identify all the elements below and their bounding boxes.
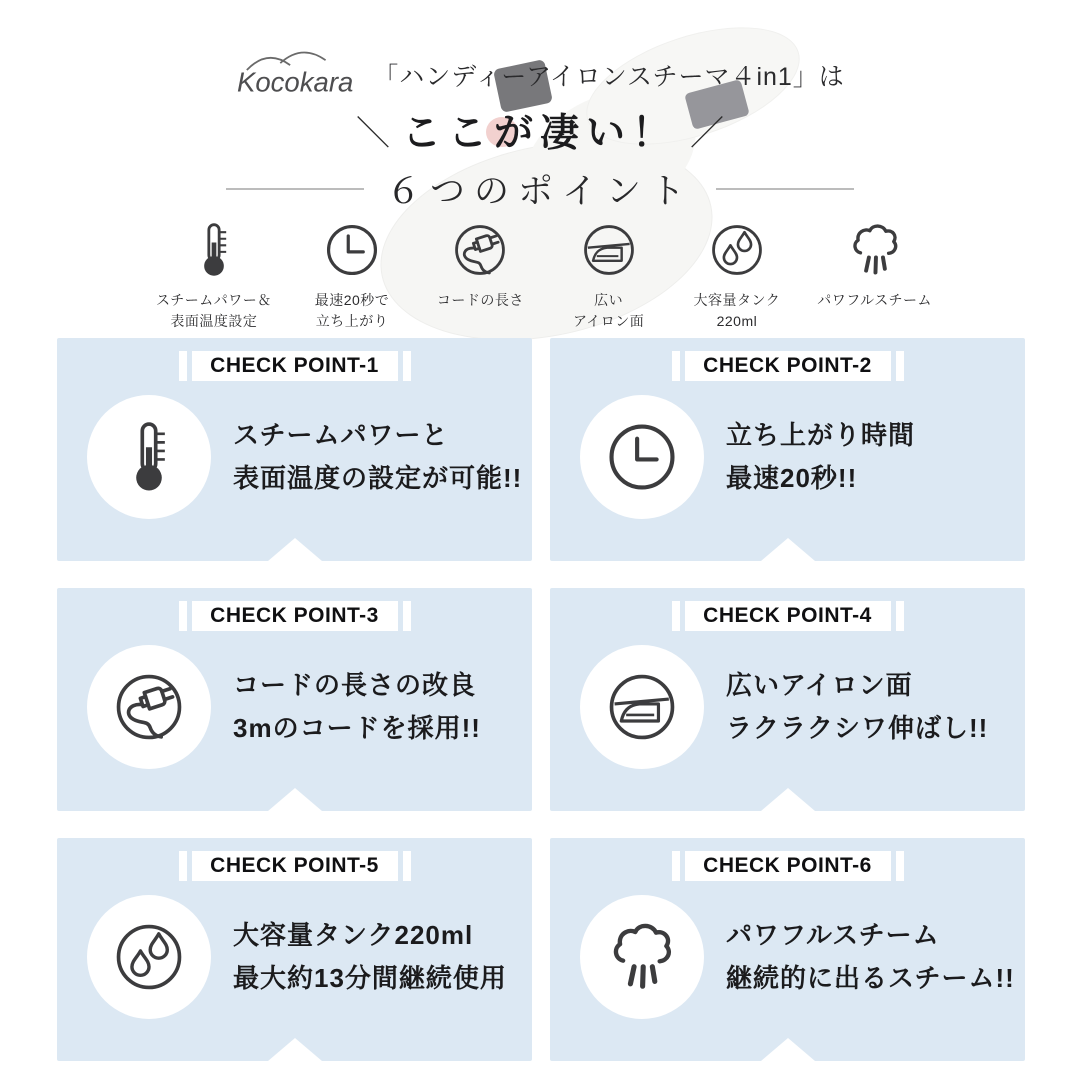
checkpoint-content (57, 395, 532, 519)
thermometer-icon (184, 218, 244, 282)
feature-powerful-steam (817, 218, 932, 332)
clock-icon (322, 218, 382, 282)
checkpoint-badge (57, 588, 532, 631)
power-plug-icon (450, 218, 510, 282)
checkpoint-text-line1: コードの長さの改良 (233, 670, 477, 701)
checkpoint-panel-3 (57, 588, 532, 811)
checkpoint-text-line2: 表面温度の設定が可能!! (233, 463, 523, 493)
feature-label-line2: 表面温度設定 (170, 313, 258, 329)
panel-notch (268, 538, 322, 561)
divider-line (226, 188, 364, 190)
kocokara-logo (235, 44, 363, 100)
feature-cord-length (432, 218, 528, 332)
feature-steam-power (156, 218, 272, 332)
panel-notch (268, 788, 322, 811)
feature-wide-plate (561, 218, 657, 332)
panel-notch (761, 788, 815, 811)
feature-startup (304, 218, 400, 332)
catch-copy (0, 104, 1080, 156)
feature-label-line1: 最速20秒で (314, 292, 390, 308)
panel-notch (761, 1038, 815, 1061)
thermometer-icon (87, 395, 211, 519)
feature-label (437, 290, 524, 311)
badge-side-bar (403, 601, 411, 631)
feature-label-line2: 立ち上がり (315, 313, 389, 329)
badge-label: CHECK POINT-4 (685, 601, 891, 631)
badge-label: CHECK POINT-5 (192, 851, 398, 881)
feature-label (315, 290, 390, 332)
water-drops-icon (707, 218, 767, 282)
checkpoint-text (726, 914, 1015, 1000)
badge-side-bar (672, 851, 680, 881)
right-slash-decoration: ／ (690, 114, 724, 153)
badge-label: CHECK POINT-6 (685, 851, 891, 881)
checkpoint-panel-2 (550, 338, 1025, 561)
badge-side-bar (179, 351, 187, 381)
feature-label-line2: アイロン面 (573, 313, 645, 329)
panel-notch (268, 1038, 322, 1061)
badge-side-bar (896, 601, 904, 631)
checkpoint-text-line2: 継続的に出るスチーム!! (726, 963, 1015, 993)
checkpoint-text-line1: 大容量タンク220ml (233, 920, 474, 951)
left-slash-decoration: ＼ (355, 114, 390, 153)
feature-label (694, 290, 781, 332)
iron-icon (579, 218, 639, 282)
logo-swoosh-icon (280, 52, 325, 63)
feature-label-line1: 広い (594, 292, 624, 308)
feature-label-line2: 220ml (716, 313, 758, 329)
checkpoint-text-line2: 3mのコードを採用!! (233, 713, 481, 743)
checkpoint-text-line2: ラクラクシワ伸ばし!! (726, 713, 989, 743)
features-row (156, 218, 932, 332)
badge-side-bar (403, 851, 411, 881)
feature-label (156, 290, 272, 332)
feature-tank (689, 218, 785, 332)
feature-label-line1: 大容量タンク (693, 292, 781, 308)
water-drops-icon (87, 895, 211, 1019)
checkpoint-text (233, 664, 481, 750)
feature-label (573, 290, 644, 332)
checkpoint-text-line1: パワフルスチーム (726, 920, 940, 951)
badge-side-bar (672, 601, 680, 631)
catch-text: ここが凄い！ (401, 112, 678, 155)
checkpoint-text (726, 664, 988, 750)
brand-row (0, 42, 1080, 100)
checkpoint-text-line1: 立ち上がり時間 (726, 420, 916, 451)
checkpoint-text (233, 914, 507, 1000)
checkpoint-text-line1: スチームパワーと (233, 420, 449, 451)
badge-label: CHECK POINT-1 (192, 351, 398, 381)
clock-icon (580, 395, 704, 519)
brand-logo-text: Kocokara (237, 66, 354, 98)
feature-label-line1: スチームパワー＆ (156, 292, 272, 308)
checkpoint-content (550, 895, 1025, 1019)
feature-label (817, 290, 932, 311)
checkpoint-badge (550, 588, 1025, 631)
feature-label-line1: コードの長さ (436, 292, 524, 308)
checkpoint-text (726, 414, 915, 500)
checkpoint-badge (550, 838, 1025, 881)
checkpoint-badge (550, 338, 1025, 381)
badge-side-bar (672, 351, 680, 381)
checkpoint-badge (57, 338, 532, 381)
checkpoint-content (550, 395, 1025, 519)
divider-line (716, 188, 854, 190)
panel-notch (761, 538, 815, 561)
checkpoint-text-line2: 最大約13分間継続使用 (233, 963, 507, 993)
feature-label-line1: パワフルスチーム (817, 292, 932, 308)
badge-side-bar (403, 351, 411, 381)
checkpoint-content (57, 645, 532, 769)
iron-icon (580, 645, 704, 769)
checkpoint-panel-1 (57, 338, 532, 561)
checkpoint-panel-5 (57, 838, 532, 1061)
checkpoint-grid (57, 338, 1080, 1061)
checkpoint-content (57, 895, 532, 1019)
badge-label: CHECK POINT-3 (192, 601, 398, 631)
checkpoint-text (233, 414, 522, 500)
checkpoint-text-line1: 広いアイロン面 (726, 670, 913, 701)
badge-side-bar (896, 351, 904, 381)
badge-side-bar (896, 851, 904, 881)
badge-side-bar (179, 601, 187, 631)
page-title: 「ハンディーアイロンスチーマ４in1」は (373, 63, 845, 91)
subtitle-row (0, 168, 1080, 210)
checkpoint-text-line2: 最速20秒!! (726, 463, 858, 493)
steam-icon (580, 895, 704, 1019)
steam-icon (845, 218, 905, 282)
power-plug-icon (87, 645, 211, 769)
badge-label: CHECK POINT-2 (685, 351, 891, 381)
badge-side-bar (179, 851, 187, 881)
checkpoint-panel-4 (550, 588, 1025, 811)
subtitle-text: ６つのポイント (385, 172, 694, 211)
checkpoint-panel-6 (550, 838, 1025, 1061)
checkpoint-content (550, 645, 1025, 769)
checkpoint-badge (57, 838, 532, 881)
